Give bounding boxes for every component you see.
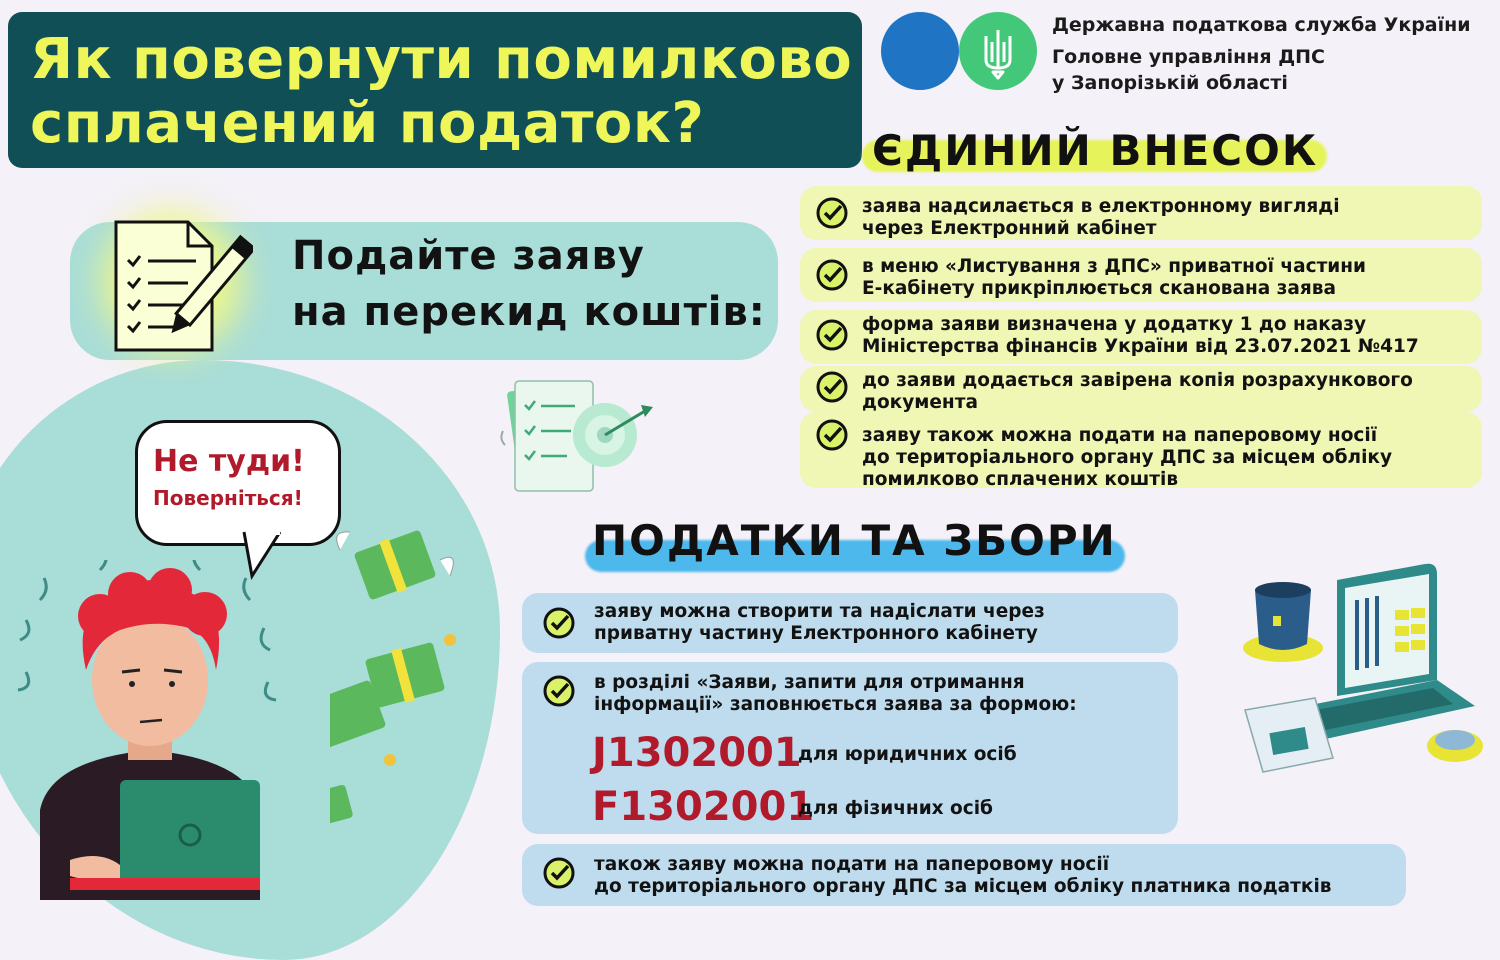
- check-circle-icon: [815, 370, 849, 404]
- org-department: Головне управління ДПС: [1052, 46, 1326, 68]
- check-circle-icon: [542, 856, 576, 890]
- apply-line-2: на перекид коштів:: [292, 289, 766, 335]
- bubble-text-sub: Поверніться!: [153, 486, 303, 510]
- check-circle-icon: [815, 196, 849, 230]
- sc-item-1-line-2: через Електронний кабінет: [862, 218, 1157, 239]
- laptop-mug-illustration: [1225, 560, 1495, 780]
- sc-item-1-line-1: заява надсилається в електронному вигляді: [862, 196, 1340, 217]
- apply-line-1: Подайте заяву: [292, 233, 645, 279]
- sc-item-4-line-2: документа: [862, 392, 978, 413]
- sc-item-5-text: [862, 425, 1392, 491]
- form-code-individual-desc: для фізичних осіб: [798, 798, 993, 819]
- tax-item-3-text: [594, 854, 1332, 898]
- sc-item-2-line-1: в меню «Листування з ДПС» приватної частини: [862, 256, 1366, 277]
- sc-item-2-text: [862, 256, 1366, 300]
- check-circle-icon: [815, 418, 849, 452]
- tax-item-3-line-2: до територіального органу ДПС за місцем обліку платника податків: [594, 876, 1332, 897]
- form-code-legal-desc: для юридичних осіб: [798, 744, 1017, 765]
- tax-item-3-line-1: також заяву можна подати на паперовому носії: [594, 854, 1110, 875]
- title-line-2: сплачений податок?: [30, 91, 705, 156]
- flying-money-illustration: [330, 520, 480, 850]
- sc-item-1-text: [862, 196, 1340, 240]
- tax-item-1-line-2: приватну частину Електронного кабінету: [594, 623, 1038, 644]
- sc-item-2-line-2: Е-кабінету прикріплюється сканована заява: [862, 278, 1336, 299]
- sc-item-4-text: [862, 370, 1413, 414]
- org-name: Державна податкова служба України: [1052, 14, 1471, 36]
- check-circle-icon: [815, 318, 849, 352]
- check-circle-icon: [815, 258, 849, 292]
- sc-item-3-text: [862, 314, 1419, 358]
- tax-item-2-text: [594, 672, 1077, 716]
- bubble-text-main: Не туди!: [153, 444, 305, 479]
- tax-item-1-line-1: заяву можна створити та надіслати через: [594, 601, 1045, 622]
- title-line-1: Як повернути помилково: [30, 27, 853, 92]
- single-contribution-title: ЄДИНИЙ ВНЕСОК: [872, 126, 1319, 175]
- sc-item-3-line-2: Міністерства фінансів України від 23.07.2021 №417: [862, 336, 1419, 357]
- document-pencil-icon: [108, 218, 253, 358]
- sc-item-3-line-1: форма заяви визначена у додатку 1 до наказу: [862, 314, 1367, 335]
- taxes-title: ПОДАТКИ ТА ЗБОРИ: [592, 516, 1117, 565]
- apply-heading: [292, 228, 766, 340]
- sc-item-5-line-3: помилково сплачених коштів: [862, 469, 1179, 490]
- page-title: [30, 28, 852, 156]
- tax-item-2-line-1: в розділі «Заяви, запити для отримання: [594, 672, 1025, 693]
- check-circle-icon: [542, 674, 576, 708]
- org-region: у Запорізькій області: [1052, 72, 1288, 94]
- blue-circle-logo: [881, 12, 959, 90]
- sc-item-4-line-1: до заяви додається завірена копія розрахункового: [862, 370, 1413, 391]
- tax-item-2-line-2: інформації» заповнюється заява за формою:: [594, 694, 1077, 715]
- form-code-individual: F1302001: [592, 784, 815, 830]
- check-circle-icon: [542, 606, 576, 640]
- form-code-legal: J1302001: [592, 730, 802, 776]
- tax-item-1-text: [594, 601, 1045, 645]
- sc-item-5-line-2: до територіального органу ДПС за місцем обліку: [862, 447, 1393, 468]
- trident-icon: [959, 12, 1037, 90]
- speech-bubble: [135, 420, 341, 546]
- checklist-target-icon: [495, 375, 665, 505]
- person-laptop-illustration: [0, 560, 330, 900]
- trident-logo: [959, 12, 1037, 90]
- sc-item-5-line-1: заяву також можна подати на паперовому носії: [862, 425, 1378, 446]
